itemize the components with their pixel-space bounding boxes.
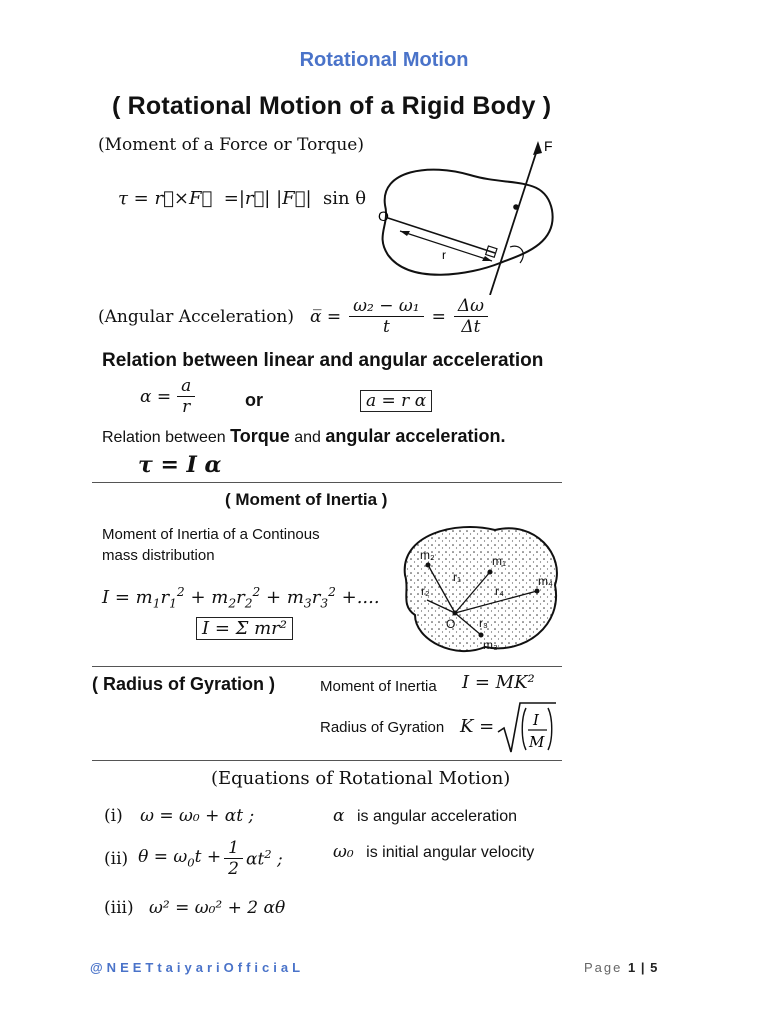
equation-2: (ii) $\theta = \omega_0t$ + $\frac{1}{2}$ $\alpha t^2$ ; xyxy=(104,838,283,879)
fig-label-o: O xyxy=(446,617,456,631)
r-dimension-line xyxy=(400,231,492,261)
equations-heading: (Equations of Rotational Motion) xyxy=(211,768,511,789)
fig-label-r2: r₂ xyxy=(421,584,430,598)
divider-1 xyxy=(92,482,562,483)
linear-relation-boxed: a = r α xyxy=(360,390,432,412)
fig-label-r4: r₄ xyxy=(495,584,504,598)
footer-handle: @NEETtaiyariOfficiaL xyxy=(90,960,305,975)
fig-label-force: F xyxy=(544,138,553,154)
note-alpha: α is angular acceleration xyxy=(333,806,518,826)
footer-page-number: Page 1 | 5 xyxy=(584,960,658,975)
moi-description-line1: Moment of Inertia of a Continous xyxy=(102,526,320,543)
torque-heading: (Moment of a Force or Torque) xyxy=(98,135,364,155)
divider-2 xyxy=(92,666,562,667)
moi-boxed: I = Σ mr² xyxy=(196,617,293,640)
fig-label-r: r xyxy=(442,248,446,262)
fig-label-m3: m₃ xyxy=(483,638,498,652)
linear-relation-eq: α = $\frac{a}{r}$ xyxy=(140,376,195,417)
angular-acceleration-frac2: $\frac{\Delta\omega}{\Delta t}$ xyxy=(454,296,488,337)
equation-3: (iii) ω² = ω₀² + 2 αθ xyxy=(104,898,286,918)
fig-label-r1: r₁ xyxy=(453,570,462,584)
force-line xyxy=(490,147,538,295)
rog-sqrt-expression xyxy=(496,700,558,758)
fig-label-m4: m₄ xyxy=(538,574,553,588)
svg-text:M: M xyxy=(529,733,545,751)
page-title: Rotational Motion xyxy=(299,49,469,71)
angular-acceleration-label: (Angular Acceleration) xyxy=(98,306,295,327)
angular-acceleration-frac1: $\frac{\text{ω₂ − ω₁}}{t}$ xyxy=(349,296,423,337)
fig-label-r3: r₃ xyxy=(479,616,488,630)
linear-relation-heading: Relation between linear and angular acceleration xyxy=(102,350,544,371)
application-point xyxy=(513,204,519,210)
fig-label-m1: m₁ xyxy=(492,554,507,568)
rog-moi-label: Moment of Inertia xyxy=(320,678,437,695)
svg-text:I: I xyxy=(533,711,539,729)
moi-description-line2: mass distribution xyxy=(102,547,215,564)
note-omega0: ω₀ is initial angular velocity xyxy=(333,842,535,862)
equation-1: (i) ω = ω₀ + αt ; xyxy=(104,806,255,826)
torque-relation: Relation between Torque and angular acceleration. xyxy=(102,426,506,446)
moi-series-eq: $I = m_1r_1^2 + m_2r_2^2 + m_3r_3^2$ +.... xyxy=(102,585,380,611)
moi-figure xyxy=(395,515,565,663)
main-heading: ( Rotational Motion of a Rigid Body ) xyxy=(112,92,552,120)
torque-relation-eq: τ = I α xyxy=(138,452,222,478)
torque-eq-sin: sin θ xyxy=(322,188,367,209)
rigid-body-outline xyxy=(383,170,553,275)
angular-acceleration-row: (Angular Acceleration) α̅ = $\frac{\text{ω₂ − ω₁}}{t}$ = $\frac{\Delta\omega}{\Delta t}$ xyxy=(98,296,488,337)
fig-label-origin: O xyxy=(378,208,389,224)
fig-label-m2: m₂ xyxy=(420,548,435,562)
divider-3 xyxy=(92,760,562,761)
linear-relation-or: or xyxy=(245,390,263,410)
torque-figure xyxy=(370,135,570,295)
torque-equation: τ = r⃗×F⃗ =|r⃗| |F⃗| sin θ xyxy=(118,188,367,209)
torque-eq-lhs: τ = xyxy=(118,188,149,209)
rog-heading: ( Radius of Gyration ) xyxy=(92,674,276,694)
rog-var: K = xyxy=(460,716,495,737)
rog-label: Radius of Gyration xyxy=(320,719,445,736)
force-arrowhead xyxy=(533,141,542,155)
moi-heading: ( Moment of Inertia ) xyxy=(225,490,388,509)
rog-moi-eq: I = MK² xyxy=(462,672,535,693)
